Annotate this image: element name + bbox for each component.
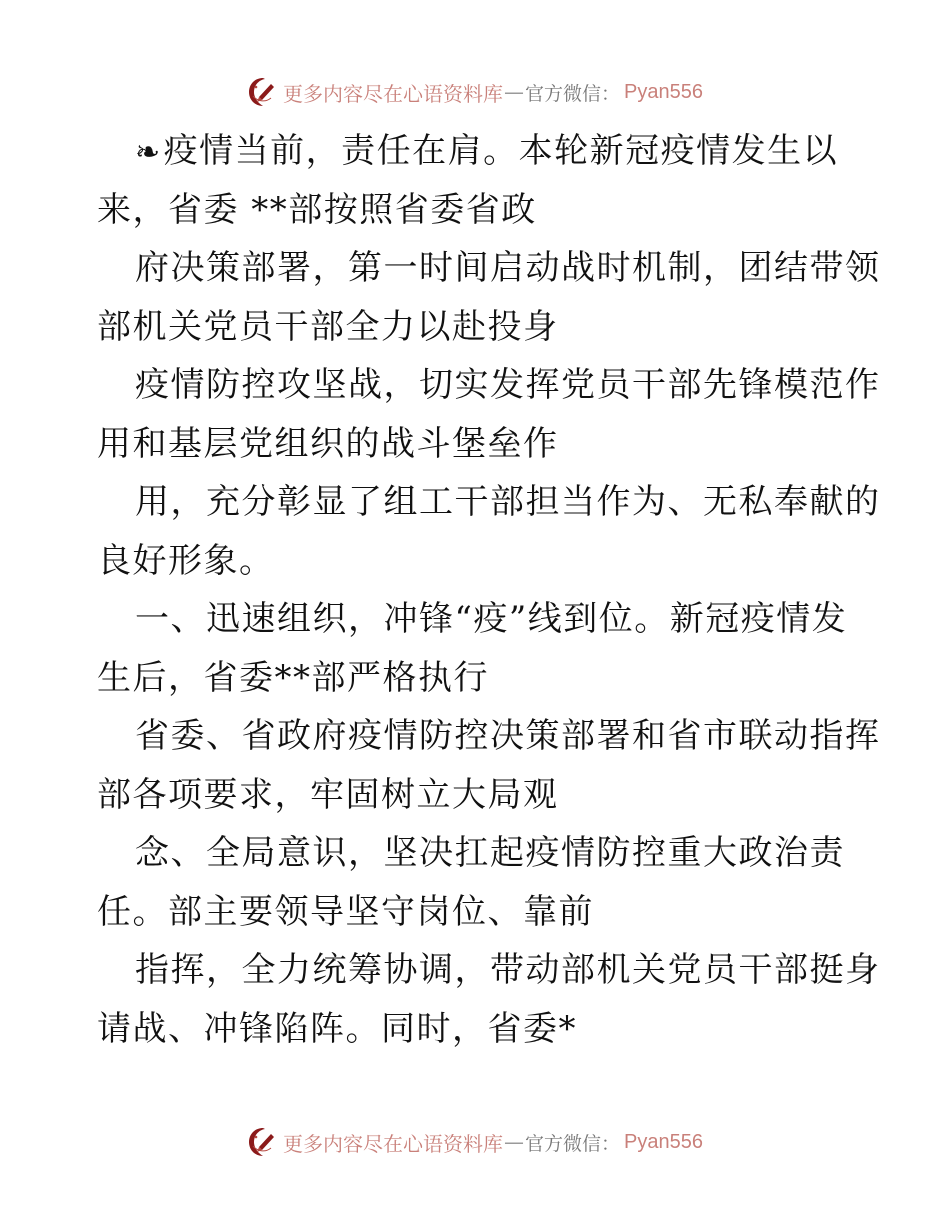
line-text: 任。部主要领导坚守岗位、靠前 (97, 891, 594, 932)
separator: — (504, 80, 524, 104)
quill-pen-logo-icon (247, 76, 279, 108)
wechat-id: Pyan556 (624, 1130, 703, 1153)
line-text: 请战、冲锋陷阵。同时，省委* (97, 1008, 577, 1049)
line-text: 用和基层党组织的战斗堡垒作 (97, 423, 559, 464)
text-line (97, 532, 867, 591)
text-line (97, 181, 867, 240)
wechat-label: 官方微信： (525, 1132, 621, 1155)
line-text: 疫情防控攻坚战，切实发挥党员干部先锋模范作 (135, 365, 881, 405)
line-text: 用，充分彰显了组工干部担当作为、无私奉献的 (135, 482, 881, 522)
wechat-label: 官方微信： (525, 82, 621, 105)
line-text: 生后，省委**部严格执行 (97, 657, 489, 698)
text-line (97, 298, 867, 357)
text-line (97, 122, 867, 181)
text-line (97, 1000, 867, 1059)
line-text: 一、迅速组织，冲锋“疫”线到位。新冠疫情发 (135, 599, 848, 639)
text-line (97, 649, 867, 708)
fleuron-ornament-icon: ❧ (135, 135, 162, 170)
promo-text: 更多内容尽在心语资料库 (283, 81, 503, 106)
line-text: 部机关党员干部全力以赴投身 (97, 306, 559, 347)
text-line (97, 473, 881, 532)
text-line (97, 356, 881, 415)
text-line (97, 415, 867, 474)
line-text: 念、全局意识，坚决扛起疫情防控重大政治责 (135, 833, 845, 873)
line-text: 疫情当前，责任在肩。本轮新冠疫情发生以 (163, 131, 839, 171)
text-line (97, 707, 881, 766)
section-heading-line (97, 590, 867, 649)
footer-banner (0, 1122, 950, 1162)
promo-text: 更多内容尽在心语资料库 (283, 1131, 503, 1156)
header-banner (0, 72, 950, 112)
line-text: 部各项要求，牢固树立大局观 (97, 774, 559, 815)
line-text: 来，省委 **部按照省委省政 (97, 189, 537, 230)
separator: — (504, 1130, 524, 1154)
text-line (97, 766, 867, 825)
line-text: 省委、省政府疫情防控决策部署和省市联动指挥 (135, 716, 881, 756)
line-text: 指挥，全力统筹协调，带动部机关党员干部挺身 (135, 950, 881, 990)
line-text: 良好形象。 (97, 540, 275, 581)
text-line (97, 239, 881, 298)
text-line (97, 883, 867, 942)
quill-pen-logo-icon (247, 1126, 279, 1158)
document-body (97, 122, 881, 1058)
text-line (97, 824, 867, 883)
line-text: 府决策部署，第一时间启动战时机制，团结带领 (135, 248, 881, 288)
text-line (97, 941, 881, 1000)
wechat-id: Pyan556 (624, 80, 703, 103)
